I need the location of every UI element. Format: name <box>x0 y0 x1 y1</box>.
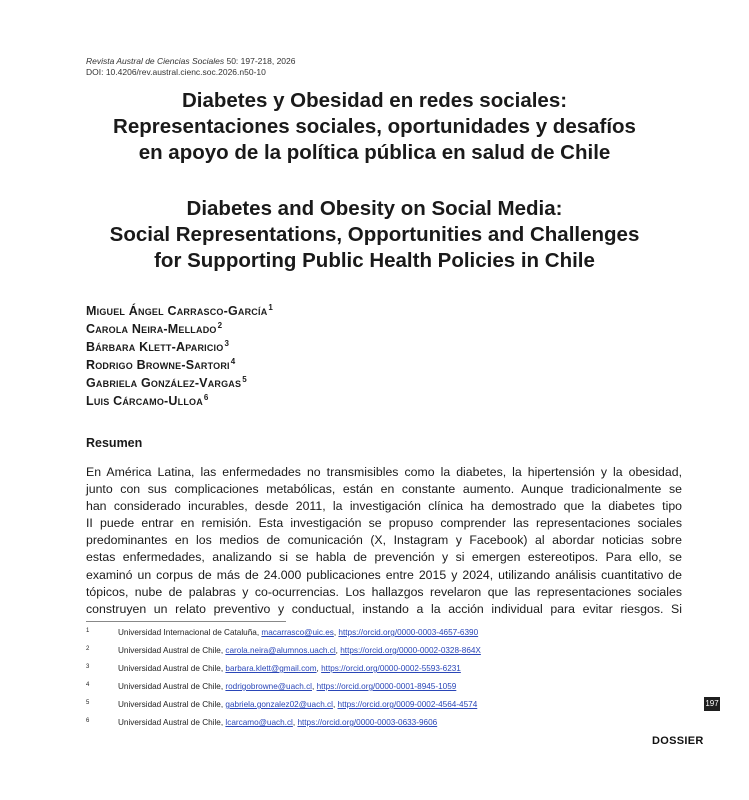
author <box>86 338 273 356</box>
author-name: Luis Cárcamo-Ulloa <box>86 394 203 408</box>
author-footnote-marker[interactable]: 1 <box>268 303 274 312</box>
footnote-orcid-link[interactable]: https://orcid.org/0000-0003-0633-9606 <box>297 718 438 727</box>
author <box>86 320 273 338</box>
journal-name: Revista Austral de Ciencias Sociales <box>86 56 225 66</box>
abstract-line: predominantes en los medios de comunicación (X, Instagram y Facebook) al abordar noticias sobre <box>86 533 682 548</box>
footnote-number: 2 <box>86 646 90 652</box>
footnote-orcid-link[interactable]: https://orcid.org/0009-0002-4564-4574 <box>337 700 478 709</box>
footnote-separator: , <box>292 718 298 727</box>
footnote-affiliation: Universidad Austral de Chile, <box>118 700 226 709</box>
author-name: Bárbara Klett-Aparicio <box>86 340 224 354</box>
title-english <box>40 196 709 274</box>
footnote-orcid-link[interactable]: https://orcid.org/0000-0002-5593-6231 <box>321 664 461 673</box>
abstract-line: construyen un relato preventivo y conductual, instando a la acción individual para evitar riesgos. Si <box>86 601 682 616</box>
author-footnote-marker[interactable]: 2 <box>217 321 223 330</box>
footnote-affiliation: Universidad Internacional de Cataluña, <box>118 628 262 637</box>
abstract-line: tópicos, nube de palabras y co-ocurrencias. Los hallazgos revelaron que las representaciones sociales <box>86 584 682 599</box>
author <box>86 374 273 392</box>
author <box>86 302 273 320</box>
journal-header <box>86 56 295 78</box>
footnote-affiliation: Universidad Austral de Chile, <box>118 718 226 727</box>
footnote-affiliation: Universidad Austral de Chile, <box>118 682 226 691</box>
footnote-email-link[interactable]: macarrasco@uic.es <box>261 628 334 637</box>
footnote-separator: , <box>335 646 341 655</box>
author <box>86 356 273 374</box>
footnote-orcid-link[interactable]: https://orcid.org/0000-0002-0328-864X <box>340 646 481 655</box>
footnote-number: 6 <box>86 718 90 724</box>
footnote-divider <box>86 621 286 622</box>
author <box>86 392 273 410</box>
section-label: DOSSIER <box>652 735 704 747</box>
abstract-line: junto con sus complicaciones metabólicas, están en constante aumento. Aunque tradicionalmente se <box>86 482 682 497</box>
footnote-email-link[interactable]: lcarcamo@uach.cl <box>225 718 293 727</box>
abstract-heading: Resumen <box>86 436 143 450</box>
footnote-orcid-link[interactable]: https://orcid.org/0000-0001-8945-1059 <box>316 682 457 691</box>
footnote-separator: , <box>312 682 317 691</box>
footnote-separator: , <box>316 664 322 673</box>
footnote-affiliation: Universidad Austral de Chile, <box>118 664 226 673</box>
footnote-separator: , <box>332 700 338 709</box>
footnote-number: 4 <box>86 682 90 688</box>
title-es-line: Representaciones sociales, oportunidades y desafíos <box>113 115 636 138</box>
title-en-line: Diabetes and Obesity on Social Media: <box>186 197 563 220</box>
abstract-line: han considerado incurables, desde 2011, la investigación clínica ha demostrado que la diabetes tipo <box>86 499 682 514</box>
author-footnote-marker[interactable]: 3 <box>224 339 230 348</box>
journal-doi: DOI: 10.4206/rev.austral.cienc.soc.2026.n50-10 <box>86 67 266 77</box>
author-footnote-marker[interactable]: 5 <box>242 375 247 384</box>
footnote-email-link[interactable]: barbara.klett@gmail.com <box>225 664 317 673</box>
title-es-line: Diabetes y Obesidad en redes sociales: <box>181 89 568 112</box>
title-spanish <box>40 88 709 166</box>
footnote-email-link[interactable]: carola.neira@alumnos.uach.cl <box>225 646 336 655</box>
author-name: Miguel Ángel Carrasco-García <box>86 304 268 318</box>
author-footnote-marker[interactable]: 4 <box>230 357 236 366</box>
footnote-orcid-link[interactable]: https://orcid.org/0000-0003-4657-6390 <box>338 628 479 637</box>
author-list <box>86 302 273 410</box>
footnote-number: 5 <box>86 700 90 706</box>
abstract-line: estas enfermedades, analizando si se habla de prevención y si emergen estereotipos. Para ello, se <box>86 550 682 565</box>
footnote-affiliation: Universidad Austral de Chile, <box>118 646 226 655</box>
abstract-line: II puede entrar en remisión. Esta investigación se propuso comprender las representaciones sociales <box>86 516 682 531</box>
author-name: Carola Neira-Mellado <box>86 322 217 336</box>
abstract-line: examinó un corpus de más de 24.000 publicaciones entre 2015 y 2024, utilizando análisis cuantitativo de <box>86 567 682 582</box>
abstract-line: En América Latina, las enfermedades no transmisibles como la diabetes, la hipertensión y la obesidad, <box>86 465 682 479</box>
footnote-number: 3 <box>86 664 90 670</box>
title-en-line: for Supporting Public Health Policies in Chile <box>154 249 595 272</box>
page-number: 197 <box>704 697 720 711</box>
title-en-line: Social Representations, Opportunities and Challenges <box>109 223 640 246</box>
footnote-email-link[interactable]: gabriela.gonzalez02@uach.cl <box>225 700 333 709</box>
footnote-number: 1 <box>86 628 90 634</box>
journal-citation <box>86 56 295 67</box>
abstract-body <box>86 464 682 618</box>
journal-issue: 50: 197-218, 2026 <box>224 56 296 66</box>
footnote-separator: , <box>333 628 339 637</box>
author-name: Gabriela González-Vargas <box>86 376 242 390</box>
footnote-email-link[interactable]: rodrigobrowne@uach.cl <box>225 682 312 691</box>
title-es-line: en apoyo de la política pública en salud de Chile <box>138 141 611 164</box>
author-name: Rodrigo Browne-Sartori <box>86 358 230 372</box>
author-footnote-marker[interactable]: 6 <box>203 393 209 402</box>
